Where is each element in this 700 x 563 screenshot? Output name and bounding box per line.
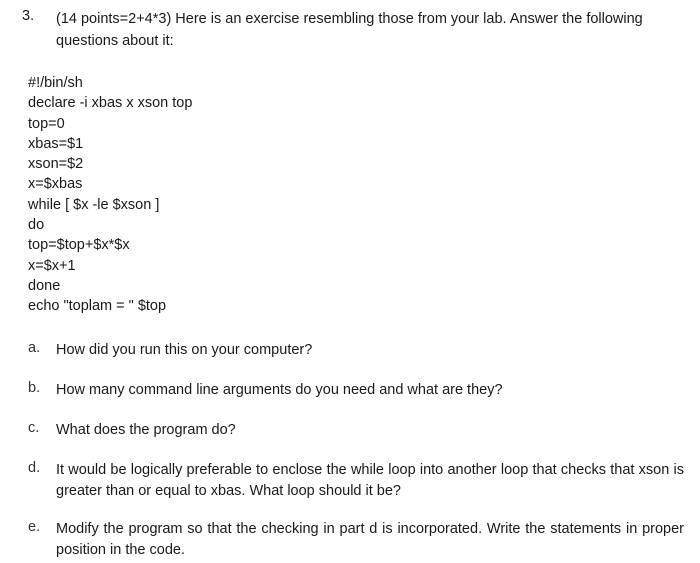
code-line: xbas=$1 [28,135,84,152]
code-line: while [ $x -le $xson ] [28,196,160,213]
sub-question-text: It would be logically preferable to enclose the while loop into another loop that checks that xson is greater than or equal to xbas. What loop should it be? [56,462,684,499]
code-line: declare -i xbas x xson top [28,95,193,112]
sub-question-letter: c. [28,420,40,436]
code-line: echo "toplam = " $top [28,298,167,315]
code-line: xson=$2 [28,156,84,173]
code-line: #!/bin/sh [28,75,83,91]
code-block [28,73,192,317]
question-number: 3. [22,8,35,24]
code-line: top=$top+$x*$x [28,237,130,254]
sub-question-text: How many command line arguments do you need and what are they? [56,382,503,398]
sub-question-letter: b. [28,380,41,396]
code-line: done [28,277,61,294]
sub-question-letter: d. [28,460,41,476]
sub-question-letter: e. [28,519,41,535]
sub-question-text: Modify the program so that the checking in part d is incorporated. Write the statements in proper position in the code. [56,521,684,558]
sub-question-text: How did you run this on your computer? [56,342,313,358]
question-header: (14 points=2+4*3) Here is an exercise resembling those from your lab. Answer the following questions about it: [56,11,643,49]
code-line: top=0 [28,115,65,132]
code-line: x=$xbas [28,176,83,193]
sub-question-text: What does the program do? [56,422,236,438]
code-line: do [28,217,45,234]
code-line: x=$x+1 [28,257,76,274]
sub-question-letter: a. [28,340,41,356]
